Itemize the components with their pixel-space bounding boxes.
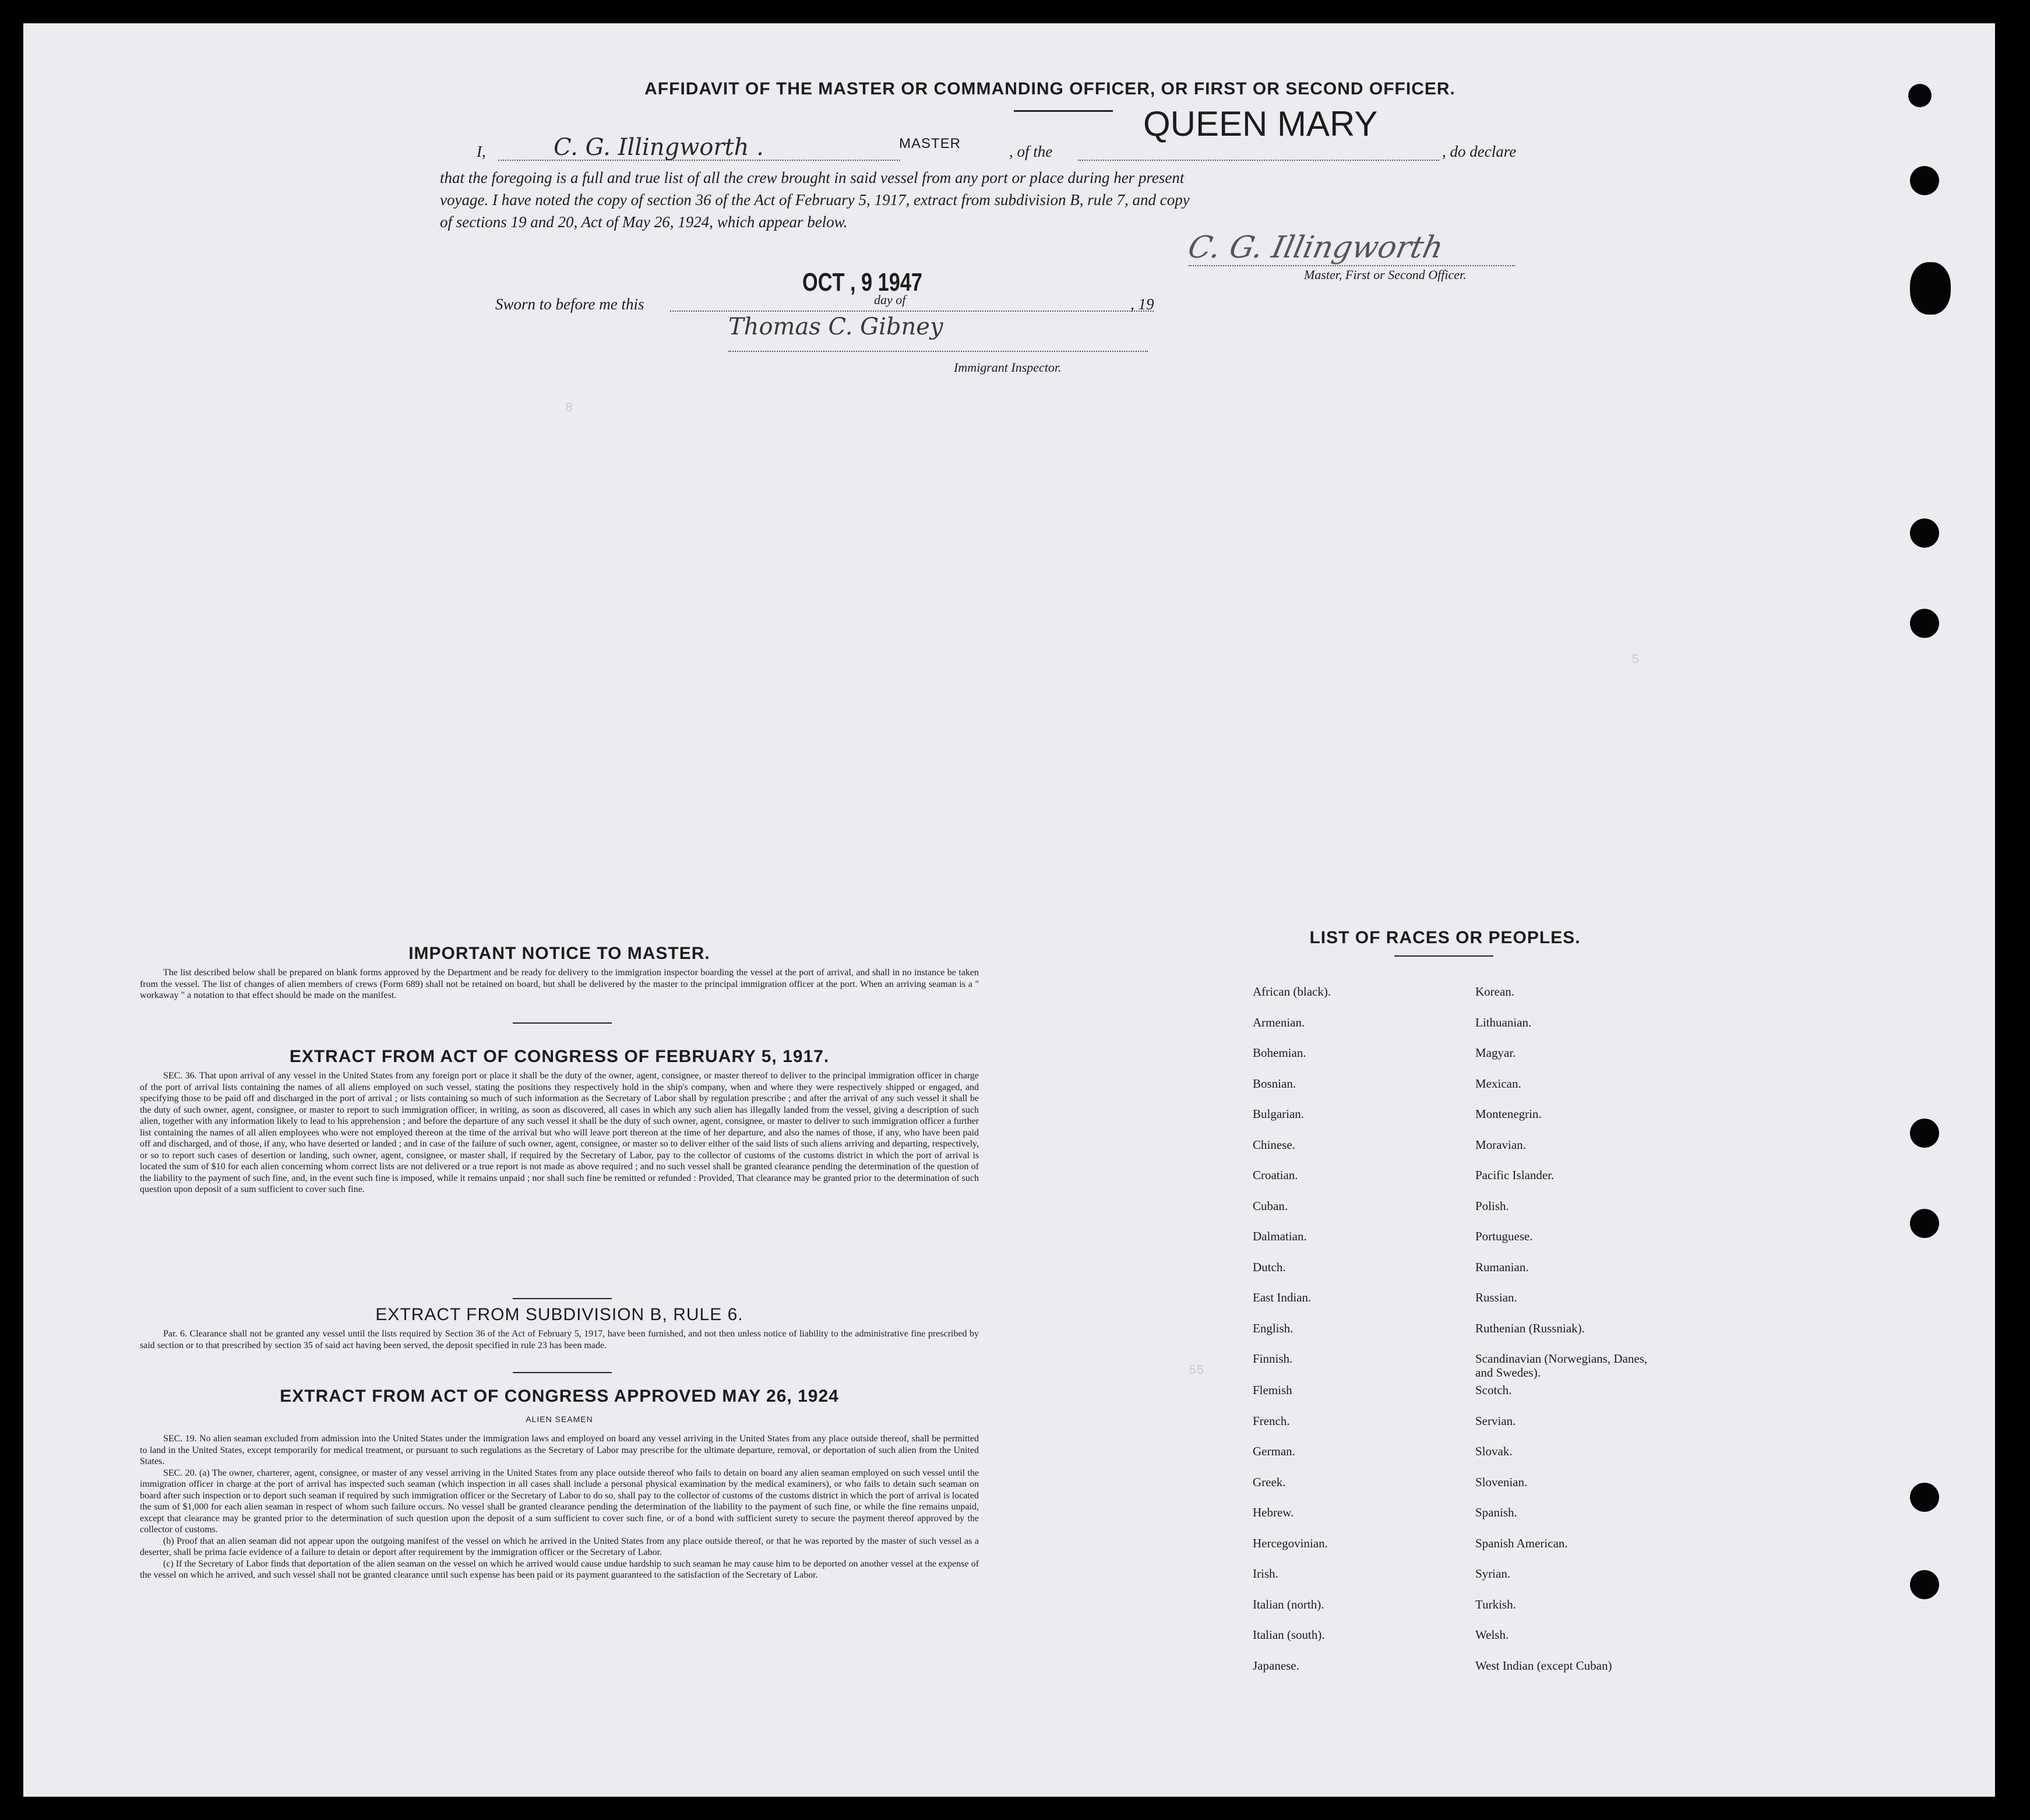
race-item: Slovak. [1475, 1444, 1513, 1458]
races-right-column [1475, 985, 1708, 1689]
bleed-through-row: 5 [1631, 652, 1640, 667]
race-item: Dalmatian. [1253, 1229, 1307, 1243]
affidavit-do-declare: , do declare [1442, 143, 1517, 160]
affidavit-line-3: voyage. I have noted the copy of section 36 of the Act of February 5, 1917, extract from subdivision B, rule 7, and copy [440, 191, 1190, 209]
punch-hole [1910, 1570, 1939, 1599]
race-item: Portuguese. [1475, 1229, 1533, 1243]
notice-rule [513, 1022, 612, 1024]
race-item: Syrian. [1475, 1567, 1511, 1581]
punch-hole [1910, 1119, 1939, 1148]
act-1924-body [140, 1433, 979, 1581]
race-item: Chinese. [1253, 1137, 1295, 1152]
officer-signature-line [1189, 265, 1515, 266]
act-1917-section-36: SEC. 36. That upon arrival of any vessel in the United States from any foreign port or place it shall be the duty of the owner, agent, consignee, or master thereof to deliver to the principal immigration officer in charge of the port of arrival lists containing the names of all aliens employed on such vessel, stating the positions they respectively hold in the ship's company, when and where they were respectively shipped or engaged, and specifying those to be paid off and discharged in the port of arrival ; or lists containing so much of such information as the Secretary of Labor shall by regulation prescribe ; and after the arrival of any such vessel it shall be the duty of such owner, agent, consignee, or master to report to such immigration officer, in writing, as soon as discovered, all cases in which any such alien has illegally landed from the vessel, giving a description of such alien, together with any information likely to lead to his apprehension ; and before the departure of any such vessel it shall be the duty of such owner, agent, consignee, or master to deliver to such immigration officer a further list containing the names of all alien employees who were not employed thereon at the time of the arrival but who will leave port thereon at the time of her departure, and also the names of those, if any, who have been paid off and discharged, and of those, if any, who have deserted or landed ; and in case of the failure of such owner, agent, consignee, or master so to deliver either of the said lists of such aliens arriving and departing, respectively, or so to report such cases of desertion or landing, such owner, agent, consignee, or master shall, if required by the Secretary of Labor, pay to the collector of customs of the customs district in which the port of arrival is located the sum of $10 for each alien concerning whom correct lists are not delivered or a true report is not made as above required ; and no such vessel shall be granted clearance pending the determination of the question of the liability to the payment of such fine, and, in the event such fine is imposed, while it remains unpaid ; nor shall such fine be remitted or refunded : Provided, That clearance may be granted prior to the determination of such question upon deposit of a sum sufficient to cover such fine. [140, 1071, 979, 1194]
inspector-caption: Immigrant Inspector. [954, 360, 1062, 375]
act-1917-body [140, 1070, 979, 1195]
act-1924-sec-20a: SEC. 20. (a) The owner, charterer, agent, consignee, or master of any vessel arriving in the United States from any place outside thereof who fails to detain on board any alien seaman employed on such vessel until the immigration officer in charge at the port of arrival has inspected such seaman (which inspection in all cases shall include a personal physical examination by the medical examiners), or who fails to detain such seaman on board after such inspection or to deport such seaman if required by such immigration officer or the Secretary of Labor to do so, shall pay to the collector of customs of the customs district in which the port of arrival is located the sum of $1,000 for each alien seaman in respect of whom such failure occurs. No vessel shall be granted clearance pending the determination of the liability to the payment of such fine, or while the fine remains unpaid, except that clearance may be granted prior to the determination of such question upon the deposit of a sum sufficient to cover such fine, or of a bond with sufficient surety to secure the payment thereof approved by the collector of customs. [140, 1468, 979, 1535]
act-1924-subtitle: ALIEN SEAMEN [526, 1415, 593, 1424]
race-item: Irish. [1253, 1567, 1278, 1581]
races-rule [1394, 955, 1493, 957]
race-item: Turkish. [1475, 1597, 1516, 1611]
vessel-name-line [1078, 160, 1439, 161]
race-item: Slovenian. [1475, 1475, 1528, 1489]
race-item: Cuban. [1253, 1198, 1288, 1213]
notice-title: IMPORTANT NOTICE TO MASTER. [408, 944, 710, 963]
race-item: Japanese. [1253, 1658, 1299, 1673]
officer-signature: C. G. Illingworth [1185, 230, 1447, 265]
punch-hole [1910, 262, 1951, 315]
rule6-title: EXTRACT FROM SUBDIVISION B, RULE 6. [375, 1305, 743, 1324]
race-item: Spanish. [1475, 1505, 1517, 1519]
punch-hole [1910, 1483, 1939, 1512]
day-of-text: day of [874, 292, 906, 307]
race-item: African (black). [1253, 985, 1331, 999]
punch-hole [1910, 609, 1939, 638]
race-item: Hebrew. [1253, 1505, 1294, 1519]
race-item: Pacific Islander. [1475, 1168, 1555, 1182]
race-item: Welsh. [1475, 1628, 1509, 1642]
race-item: Moravian. [1475, 1137, 1526, 1152]
races-left-column [1253, 985, 1462, 1689]
affidavit-line-2: that the foregoing is a full and true list of all the crew brought in said vessel from any port or place during her present [440, 169, 1185, 186]
race-item: Scotch. [1475, 1383, 1512, 1397]
sworn-date-line [670, 311, 1154, 312]
affidavit-i: I, [477, 143, 486, 160]
race-item: Croatian. [1253, 1168, 1298, 1182]
race-item: Lithuanian. [1475, 1015, 1532, 1029]
act-1924-sec-20b: (b) Proof that an alien seaman did not appear upon the outgoing manifest of the vessel on which he arrived in the United States from any place outside thereof, or that he was reported by the master of such vessel as a deserter, shall be prima facie evidence of a failure to detain or deport after requirement by the immigration officer or the Secretary of Labor. [140, 1536, 979, 1557]
punch-hole [1910, 166, 1939, 195]
rule6-paragraph: Par. 6. Clearance shall not be granted any vessel until the lists required by Section 36 of the Act of February 5, 1917, have been furnished, and not then unless notice of liability to the administrative fine prescribed by said section or to that prescribed by section 35 of said act having been served, the deposit specified in rule 23 has been made. [140, 1329, 979, 1350]
race-item: Greek. [1253, 1475, 1286, 1489]
act-1917-title: EXTRACT FROM ACT OF CONGRESS OF FEBRUARY 5, 1917. [289, 1047, 830, 1066]
year-prefix: , 19 [1130, 295, 1154, 313]
sworn-text: Sworn to before me this [495, 295, 644, 313]
race-item: German. [1253, 1444, 1295, 1458]
act-1924-sec-20c: (c) If the Secretary of Labor finds that deportation of the alien seaman on the vessel on which he arrived would cause undue hardship to such seaman he may cause him to be deported on another vessel at the expense of the vessel on which he arrived, and such vessel shall not be granted clearance until such expense has been paid or its payment guaranteed to the satisfaction of the Secretary of Labor. [140, 1558, 979, 1580]
act-1924-sec-19: SEC. 19. No alien seaman excluded from admission into the United States under the immigration laws and employed on board any vessel arriving in the United States from any place outside thereof, shall be permitted to land in the United States, except temporarily for medical treatment, or pursuant to such regulations as the Secretary of Labor may prescribe for the ultimate departure, removal, or deportation of such alien from the United States. [140, 1434, 979, 1466]
inspector-signature: Thomas C. Gibney [728, 313, 943, 340]
race-item: Italian (north). [1253, 1597, 1324, 1611]
officer-caption: Master, First or Second Officer. [1304, 267, 1467, 282]
race-item: Armenian. [1253, 1015, 1305, 1029]
race-item: Italian (south). [1253, 1628, 1325, 1642]
race-item: Mexican. [1475, 1076, 1521, 1091]
punch-hole [1910, 519, 1939, 548]
race-item: Spanish American. [1475, 1536, 1568, 1550]
race-item: Bulgarian. [1253, 1107, 1305, 1121]
rule6-rule [513, 1372, 612, 1373]
affidavit-of-the: , of the [1009, 143, 1053, 160]
form-page [23, 23, 1995, 1797]
race-item: Ruthenian (Russniak). [1475, 1321, 1585, 1335]
race-item: Bohemian. [1253, 1046, 1306, 1060]
vessel-name: QUEEN MARY [1143, 104, 1378, 143]
race-item: Scandinavian (Norwegians, Danes, and Swedes). [1475, 1352, 1648, 1380]
race-item: Finnish. [1253, 1352, 1293, 1366]
master-signature: C. G. Illingworth . [554, 134, 764, 161]
race-item: Korean. [1475, 985, 1515, 999]
race-item: Dutch. [1253, 1260, 1286, 1274]
race-item: West Indian (except Cuban) [1475, 1658, 1612, 1673]
race-item: Polish. [1475, 1198, 1509, 1213]
race-item: Servian. [1475, 1413, 1516, 1428]
race-item: English. [1253, 1321, 1294, 1335]
affidavit-title: AFFIDAVIT OF THE MASTER OR COMMANDING OFFICER, OR FIRST OR SECOND OFFICER. [644, 79, 1455, 98]
race-item: Hercegovinian. [1253, 1536, 1328, 1550]
notice-body [140, 967, 979, 1001]
race-item: French. [1253, 1413, 1290, 1428]
race-item: Magyar. [1475, 1046, 1516, 1060]
race-item: East Indian. [1253, 1290, 1312, 1304]
race-item: Rumanian. [1475, 1260, 1529, 1274]
race-item: Flemish [1253, 1383, 1292, 1397]
inspector-signature-line [728, 351, 1148, 352]
punch-hole [1910, 1209, 1939, 1238]
bleed-through-row: 8 [565, 401, 573, 415]
act-1924-title: EXTRACT FROM ACT OF CONGRESS APPROVED MAY 26, 1924 [280, 1387, 839, 1406]
race-item: Bosnian. [1253, 1076, 1296, 1091]
race-item: Russian. [1475, 1290, 1517, 1304]
affidavit-line-4: of sections 19 and 20, Act of May 26, 1924, which appear below. [440, 213, 848, 231]
notice-paragraph: The list described below shall be prepared on blank forms approved by the Department and be ready for delivery to the immigration inspector boarding the vessel at the port of arrival, and shall in no instance be taken from the vessel. The list of changes of alien members of crews (Form 689) shall not be retained on board, but shall be delivered by the master to the principal immigration officer at the port. When an arriving seaman is a " workaway " a notation to that effect should be made on the manifest. [140, 968, 979, 1000]
date-stamp: OCT , 9 1947 [802, 268, 923, 297]
master-rank: MASTER [899, 136, 961, 151]
race-item: Montenegrin. [1475, 1107, 1542, 1121]
bleed-through-row: 55 [1189, 1363, 1204, 1378]
races-title: LIST OF RACES OR PEOPLES. [1309, 928, 1581, 947]
rule6-body [140, 1328, 979, 1351]
act-1917-rule [513, 1298, 612, 1299]
title-rule [1014, 110, 1113, 112]
